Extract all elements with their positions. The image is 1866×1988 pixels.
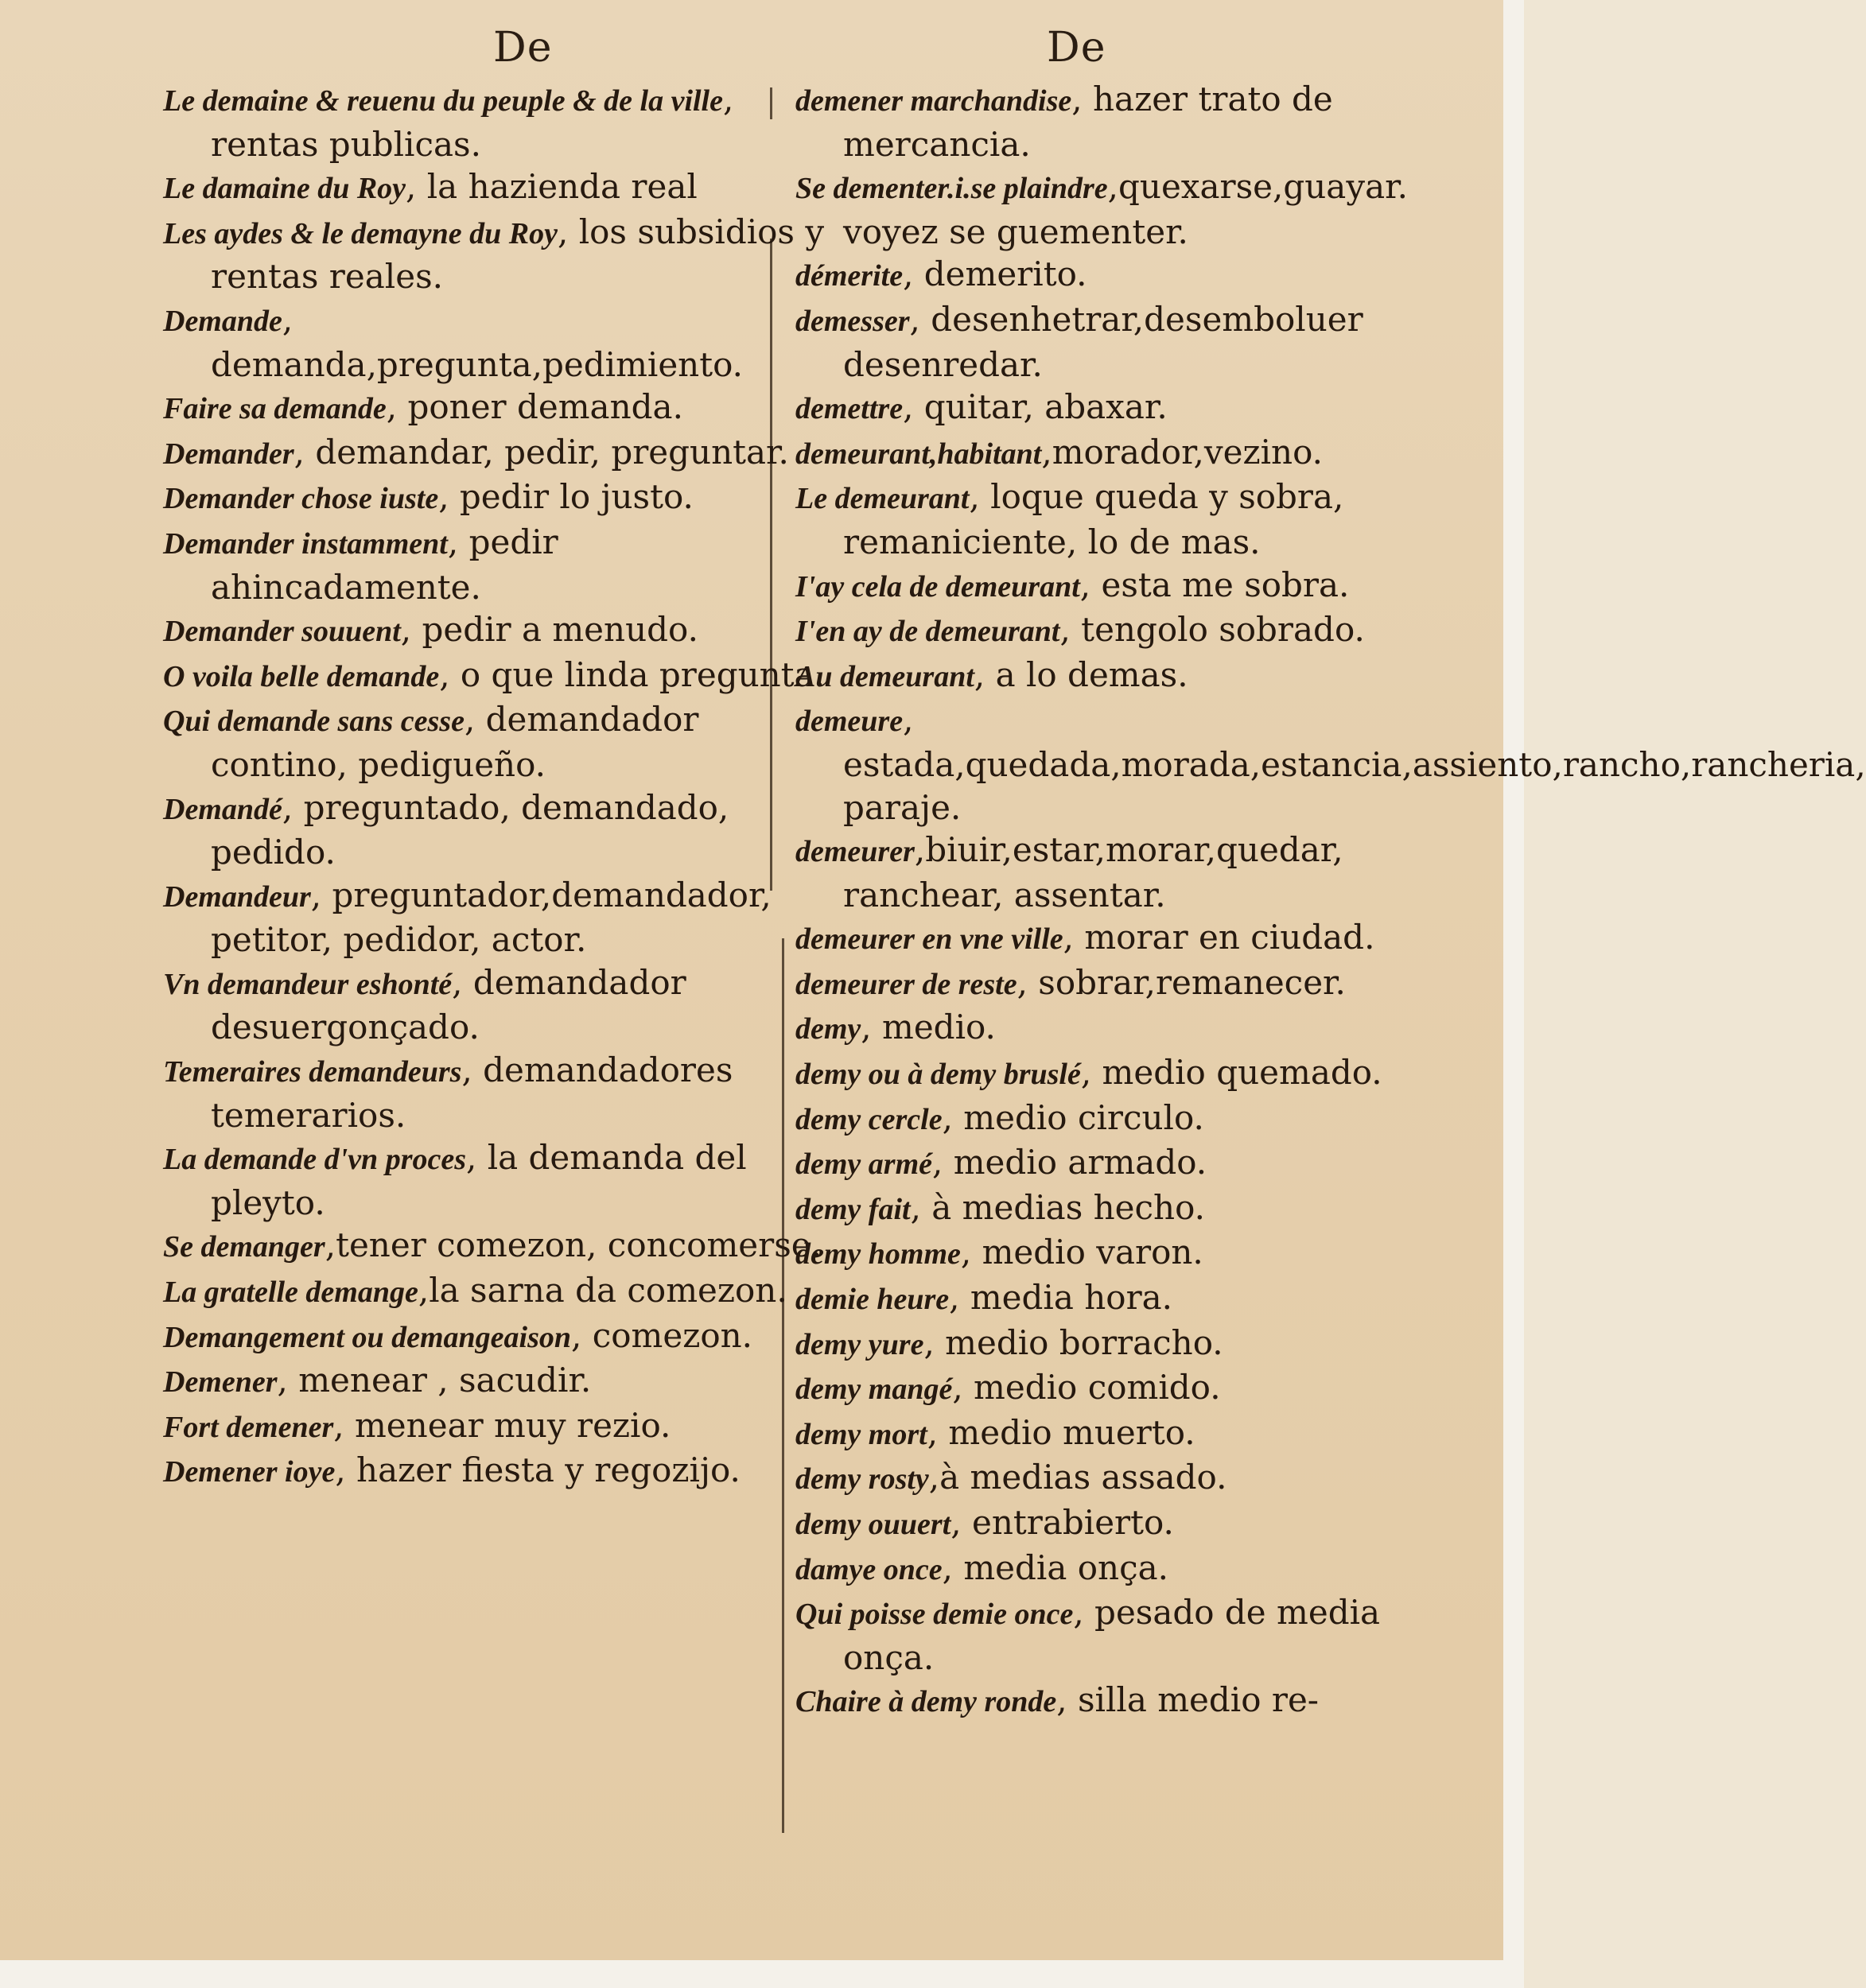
entry-headword: demeurer <box>795 835 915 869</box>
dictionary-entry <box>795 298 1479 386</box>
entry-headword: Demande <box>163 304 282 338</box>
entry-headword: damye once <box>795 1552 943 1586</box>
entry-definition: , demerito. <box>903 254 1087 294</box>
dictionary-entry <box>795 608 1479 654</box>
dictionary-entry <box>163 698 831 786</box>
entry-headword: Qui demande sans cesse <box>163 705 465 739</box>
entry-headword: Le damaine du Roy <box>163 172 406 206</box>
entry-definition: , loque queda y sobra, remaniciente, lo de mas. <box>843 477 1344 561</box>
entry-headword: Faire sa demande <box>163 392 387 426</box>
entry-definition: , pedir lo justo. <box>438 477 694 517</box>
dictionary-entry <box>163 1359 831 1404</box>
dictionary-entry <box>795 961 1479 1007</box>
entry-definition: , los subsidios y rentas reales. <box>211 212 825 297</box>
entry-headword: I'en ay de demeurant <box>795 615 1060 649</box>
entry-definition: , medio. <box>861 1008 996 1047</box>
dictionary-entry <box>795 1097 1479 1142</box>
entry-headword: demy fait <box>795 1192 911 1226</box>
entry-definition: , menear muy rezio. <box>333 1405 671 1445</box>
entry-definition: , comezon. <box>571 1315 753 1355</box>
entry-headword: demy ou à demy bruslé <box>795 1058 1081 1092</box>
entry-definition: , medio borracho. <box>923 1322 1223 1362</box>
dictionary-entry <box>795 829 1479 916</box>
dictionary-entry <box>163 1269 831 1314</box>
dictionary-entry <box>795 1006 1479 1051</box>
entry-definition: , o que linda pregunta. <box>439 654 825 694</box>
entry-definition: ,la sarna da comezon. <box>418 1271 787 1310</box>
entry-headword: demesser <box>795 304 910 338</box>
entry-definition: ,tener comezon, concomerse. <box>325 1225 822 1265</box>
entry-definition: , medio circulo. <box>942 1097 1204 1137</box>
entry-headword: demeurer de reste <box>795 967 1017 1001</box>
entry-headword: Au demeurant <box>795 659 974 693</box>
dictionary-entry <box>795 1051 1479 1097</box>
entry-headword: demeurant,habitant <box>795 437 1042 471</box>
dictionary-entry <box>795 78 1479 165</box>
entry-definition: , poner demanda. <box>386 387 683 427</box>
dictionary-entry <box>163 1136 831 1224</box>
entry-definition: , sobrar,remanecer. <box>1017 962 1346 1002</box>
dictionary-entry <box>795 1186 1479 1232</box>
entry-definition: , à medias hecho. <box>910 1187 1205 1227</box>
dictionary-entry <box>795 698 1866 829</box>
dictionary-entry <box>795 1276 1479 1322</box>
running-header-left: De <box>493 24 553 72</box>
dictionary-entry <box>795 1501 1479 1547</box>
entry-headword: demener marchandise <box>795 84 1072 118</box>
entry-definition: , pedir a menudo. <box>400 610 698 650</box>
entry-headword: demie heure <box>795 1283 950 1317</box>
dictionary-entry <box>795 916 1479 961</box>
entry-headword: démerite <box>795 259 904 293</box>
entry-headword: Le demeurant <box>795 482 970 516</box>
dictionary-entry <box>795 1141 1479 1186</box>
dictionary-entry <box>163 874 831 961</box>
entry-definition: , menear , sacudir. <box>277 1361 592 1400</box>
dictionary-entry <box>795 1679 1479 1724</box>
entry-definition: , hazer trato de mercancia. <box>843 80 1333 164</box>
entry-definition: , estada,quedada,morada,estancia,assiento,rancho,rancheria, paraje. <box>843 700 1866 827</box>
dictionary-entry <box>163 211 831 298</box>
entry-headword: I'ay cela de demeurant <box>795 569 1080 604</box>
dictionary-entry <box>795 165 1479 253</box>
dictionary-entry <box>163 476 831 521</box>
dictionary-entry <box>163 1224 831 1269</box>
entry-definition: , hazer fiesta y regozijo. <box>335 1450 741 1490</box>
entry-definition: , demandar, pedir, preguntar. <box>294 432 789 472</box>
entry-headword: La demande d'vn proces <box>163 1143 467 1177</box>
entry-headword: demy armé <box>795 1147 933 1182</box>
entry-headword: Demander <box>163 437 294 471</box>
entry-definition: , la hazienda real <box>406 167 698 207</box>
entry-definition: , preguntador,demandador, petitor, pedidor, actor. <box>211 875 772 960</box>
dictionary-entry <box>795 1456 1479 1501</box>
entry-definition: , preguntado, demandado, pedido. <box>211 787 729 872</box>
entry-headword: Demangement ou demangeaison <box>163 1320 572 1354</box>
entry-headword: Demander chose iuste <box>163 482 439 516</box>
dictionary-entry <box>163 298 831 386</box>
dictionary-entry <box>795 431 1479 476</box>
entry-headword: Demener <box>163 1365 278 1400</box>
dictionary-entry <box>795 253 1479 298</box>
dictionary-entry <box>163 386 831 431</box>
entry-headword: Fort demener <box>163 1410 334 1444</box>
dictionary-entry <box>163 1404 831 1450</box>
dictionary-entry <box>163 78 831 165</box>
entry-headword: demy cercle <box>795 1102 943 1136</box>
dictionary-entry <box>795 1231 1479 1276</box>
dictionary-entry <box>163 961 831 1049</box>
entry-definition: , tengolo sobrado. <box>1059 610 1365 650</box>
entry-definition: , quitar, abaxar. <box>903 387 1168 427</box>
entry-headword: Demander instamment <box>163 526 448 561</box>
entry-headword: Se demanger <box>163 1230 325 1264</box>
entry-definition: , medio muerto. <box>927 1412 1195 1452</box>
entry-headword: La gratelle demange <box>163 1276 418 1310</box>
entry-definition: , demandador contino, pedigueño. <box>211 700 699 784</box>
entry-definition: , demandadores temerarios. <box>211 1050 733 1135</box>
dictionary-entry <box>795 1547 1479 1592</box>
entry-headword: demeurer en vne ville <box>795 922 1063 957</box>
entry-definition: ,biuir,estar,morar,quedar, ranchear, assentar. <box>843 830 1343 914</box>
entry-definition: ,à medias assado. <box>928 1458 1227 1497</box>
right-column <box>795 78 1866 1724</box>
entry-headword: demy mangé <box>795 1373 953 1407</box>
entry-headword: Demandé <box>163 792 282 826</box>
dictionary-entry <box>795 564 1479 609</box>
dictionary-entry <box>795 1366 1479 1411</box>
entry-definition: , media hora. <box>949 1278 1173 1318</box>
entry-definition: , pesado de media onça. <box>843 1593 1381 1677</box>
entry-definition: ,morador,vezino. <box>1041 432 1324 472</box>
entry-headword: O voila belle demande <box>163 659 440 693</box>
entry-definition: , medio armado. <box>932 1143 1207 1182</box>
dictionary-entry <box>795 1591 1479 1679</box>
entry-headword: Se dementer.i.se plaindre <box>795 172 1108 206</box>
dictionary-entry <box>795 386 1479 431</box>
entry-definition: , medio varon. <box>960 1233 1203 1272</box>
dictionary-entry <box>795 1322 1479 1367</box>
entry-definition: , la demanda del pleyto. <box>211 1138 747 1222</box>
entry-headword: demy mort <box>795 1417 927 1451</box>
entry-definition: , media onça. <box>942 1547 1168 1587</box>
entry-headword: Demander souuent <box>163 615 401 649</box>
entry-headword: demettre <box>795 392 904 426</box>
dictionary-entry <box>163 1449 831 1494</box>
entry-headword: Demandeur <box>163 879 311 914</box>
dictionary-entry <box>163 786 831 874</box>
entry-headword: Demener ioye <box>163 1455 336 1489</box>
entry-headword: demeure <box>795 705 904 739</box>
entry-definition: , desenhetrar,desemboluer desenredar. <box>843 299 1363 384</box>
entry-headword: Temeraires demandeurs <box>163 1055 462 1089</box>
entry-headword: Le demaine & reuenu du peuple & de la ville <box>163 84 723 118</box>
dictionary-entry <box>163 608 831 654</box>
entry-definition: , entrabierto. <box>950 1503 1174 1542</box>
entry-headword: demy <box>795 1012 861 1046</box>
entry-headword: Chaire à demy ronde <box>795 1685 1057 1719</box>
entry-definition: , pedir ahincadamente. <box>211 522 558 607</box>
entry-definition: , demandador desuergonçado. <box>211 962 686 1047</box>
entry-definition: , morar en ciudad. <box>1063 918 1375 957</box>
entry-headword: Les aydes & le demayne du Roy <box>163 216 558 250</box>
dictionary-entry <box>795 1411 1479 1457</box>
dictionary-entry <box>163 1049 831 1136</box>
entry-headword: demy rosty <box>795 1462 929 1497</box>
dictionary-entry <box>795 654 1479 699</box>
entry-headword: demy homme <box>795 1237 961 1272</box>
scan-margin-right <box>1503 0 1524 1988</box>
entry-headword: Qui poisse demie once <box>795 1598 1074 1632</box>
scan-margin-bottom <box>0 1960 1524 1988</box>
entry-definition: , rentas publicas. <box>211 80 734 164</box>
dictionary-entry <box>163 521 831 608</box>
dictionary-entry <box>795 476 1479 563</box>
entry-definition: , esta me sobra. <box>1079 565 1350 604</box>
entry-headword: demy yure <box>795 1327 924 1361</box>
entry-definition: ,quexarse,guayar. voyez se guementer. <box>843 167 1408 251</box>
entry-definition: , medio comido. <box>952 1368 1221 1408</box>
entry-definition: , a lo demas. <box>974 654 1188 694</box>
dictionary-entry <box>163 1314 831 1360</box>
entry-headword: demy ouuert <box>795 1508 951 1541</box>
left-column <box>163 78 831 1494</box>
entry-definition: , silla medio re- <box>1056 1680 1319 1720</box>
running-header-right: De <box>1047 24 1106 72</box>
dictionary-entry <box>163 165 831 211</box>
entry-definition: , medio quemado. <box>1080 1053 1382 1093</box>
dictionary-entry <box>163 654 831 699</box>
dictionary-entry <box>163 431 831 476</box>
entry-headword: Vn demandeur eshonté <box>163 967 453 1001</box>
entry-definition: , demanda,pregunta,pedimiento. <box>211 299 744 384</box>
